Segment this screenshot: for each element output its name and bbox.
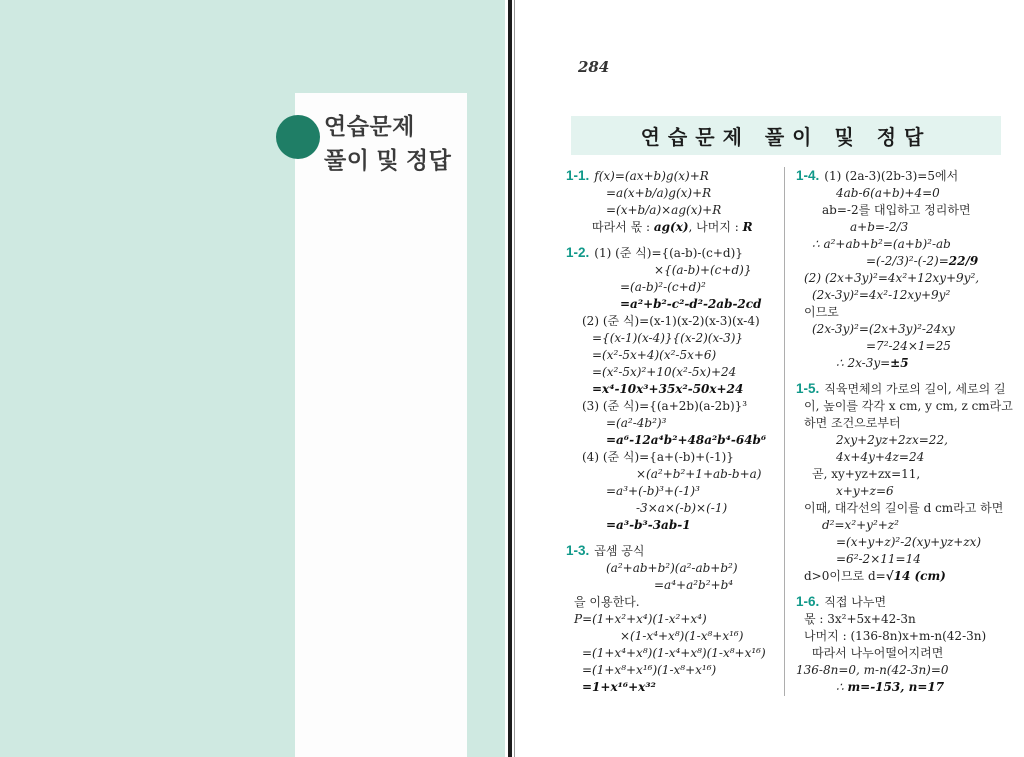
problem-head-line — [566, 167, 779, 185]
answer-text: =1+x¹⁶+x³² — [582, 680, 656, 694]
solution-line — [804, 415, 1014, 432]
answer-text: √14 (cm) — [885, 569, 946, 583]
solution-line — [804, 270, 1014, 287]
solution-text: 곱셈 공식 — [594, 544, 645, 558]
solution-text: ab=-2를 대입하고 정리하면 — [822, 203, 971, 217]
solution-line — [582, 679, 779, 696]
solution-line — [620, 628, 779, 645]
solution-text: =(1+x⁴+x⁸)(1-x⁴+x⁸)(1-x⁸+x¹⁶) — [582, 646, 766, 660]
solution-line — [804, 304, 1014, 321]
solution-line — [582, 449, 779, 466]
section-header-banner — [571, 116, 1001, 155]
solution-text: (a²+ab+b²)(a²-ab+b²) — [606, 561, 738, 575]
solutions-columns — [566, 167, 1014, 696]
solution-line — [654, 577, 779, 594]
solution-text: d>0이므로 d= — [804, 569, 886, 583]
solution-text: -3×a×(-b)×(-1) — [636, 501, 728, 515]
solution-line — [822, 517, 1014, 534]
solution-line — [812, 287, 1014, 304]
solution-line — [606, 517, 779, 534]
solution-line — [836, 534, 1014, 551]
solution-line — [620, 279, 779, 296]
solution-line — [812, 645, 1014, 662]
solution-line — [866, 338, 1014, 355]
solution-text: =7²-24×1=25 — [866, 339, 951, 353]
problem-1-1 — [566, 167, 779, 236]
answer-text: ag(x) — [653, 220, 689, 234]
solution-text: 136-8n=0, m-n(42-3n)=0 — [796, 663, 949, 677]
answer-text: m=-153, n=17 — [847, 680, 945, 694]
problem-1-6 — [796, 593, 1014, 696]
solution-line — [592, 381, 779, 398]
solution-text: (2x-3y)²=4x²-12xy+9y² — [812, 288, 951, 302]
solution-text: 이, 높이를 각각 x cm, y cm, z cm라고 — [804, 399, 1013, 413]
problem-label: 1-3. — [566, 543, 590, 558]
page-gutter-thin-line — [514, 0, 515, 757]
solution-text: 4ab-6(a+b)+4=0 — [836, 186, 940, 200]
chapter-dot-icon — [276, 115, 320, 159]
solution-text: 4x+4y+4z=24 — [836, 450, 925, 464]
solution-line — [592, 330, 779, 347]
solution-line — [822, 202, 1014, 219]
solution-text: (2) (2x+3y)²=4x²+12xy+9y², — [804, 271, 980, 285]
solution-text: d²=x²+y²+z² — [822, 518, 899, 532]
solution-line — [582, 313, 779, 330]
solution-text: 직접 나누면 — [824, 595, 887, 609]
answer-text: =a²+b²-c²-d²-2ab-2cd — [620, 297, 762, 311]
solution-text: f(x)=(ax+b)g(x)+R — [594, 169, 709, 183]
solution-line — [836, 483, 1014, 500]
solution-line — [850, 219, 1014, 236]
solution-text: =a³+(-b)³+(-1)³ — [606, 484, 700, 498]
page-number: 284 — [578, 58, 610, 76]
solution-line — [804, 398, 1014, 415]
solution-text: ∴ 2x-3y= — [836, 356, 891, 370]
answer-text: =a³-b³-3ab-1 — [606, 518, 691, 532]
solution-text: (1) (2a-3)(2b-3)=5에서 — [824, 169, 959, 183]
solution-line — [796, 662, 1014, 679]
solution-line — [582, 645, 779, 662]
solution-text: 이므로 — [804, 305, 839, 319]
solution-text: (3) (준 식)={(a+2b)(a-2b)}³ — [582, 399, 748, 413]
solution-line — [836, 679, 1014, 696]
solution-text: (2) (준 식)=(x-1)(x-2)(x-3)(x-4) — [582, 314, 760, 328]
solution-text: =(a²-4b²)³ — [606, 416, 667, 430]
solution-text: =(x+y+z)²-2(xy+yz+zx) — [836, 535, 982, 549]
solution-line — [592, 347, 779, 364]
title-panel — [295, 93, 467, 757]
solution-text: ×(a²+b²+1+ab-b+a) — [636, 467, 762, 481]
solution-text: 따라서 몫 : — [592, 220, 654, 234]
solution-text: =6²-2×11=14 — [836, 552, 921, 566]
solution-line — [804, 568, 1014, 585]
solution-column-left — [566, 167, 785, 696]
problem-label: 1-1. — [566, 168, 590, 183]
solution-line — [836, 185, 1014, 202]
solution-text: =a⁴+a²b²+b⁴ — [654, 578, 734, 592]
solution-line — [606, 483, 779, 500]
solution-line — [606, 415, 779, 432]
solution-line — [654, 262, 779, 279]
solution-line — [582, 398, 779, 415]
solution-text: ∴ a²+ab+b²=(a+b)²-ab — [812, 237, 951, 251]
problem-head-line — [566, 542, 779, 560]
solution-text: (2x-3y)²=(2x+3y)²-24xy — [812, 322, 955, 336]
solution-text: 몫 : 3x²+5x+42-3n — [804, 612, 916, 626]
solution-line — [804, 611, 1014, 628]
solution-text: =(1+x⁸+x¹⁶)(1-x⁸+x¹⁶) — [582, 663, 717, 677]
solution-text: a+b=-2/3 — [850, 220, 909, 234]
solution-line — [592, 219, 779, 236]
solution-text: ∴ — [836, 680, 848, 694]
solution-line — [592, 364, 779, 381]
solution-line — [836, 355, 1014, 372]
solution-line — [574, 611, 779, 628]
solution-line — [606, 432, 779, 449]
answer-text: 22/9 — [948, 254, 979, 268]
solution-text: =(x²-5x)²+10(x²-5x)+24 — [592, 365, 737, 379]
problem-head-line — [566, 244, 779, 262]
solution-text: =(a-b)²-(c+d)² — [620, 280, 706, 294]
answer-text: =x⁴-10x³+35x²-50x+24 — [592, 382, 744, 396]
solution-line — [620, 296, 779, 313]
solution-line — [636, 466, 779, 483]
solution-line — [812, 236, 1014, 253]
solution-text: 따라서 나누어떨어지려면 — [812, 646, 944, 660]
problem-head-line — [796, 380, 1014, 398]
solution-line — [812, 321, 1014, 338]
solution-line — [606, 185, 779, 202]
problem-label: 1-5. — [796, 381, 820, 396]
solution-text: P=(1+x²+x⁴)(1-x²+x⁴) — [574, 612, 707, 626]
solution-text: =(x²-5x+4)(x²-5x+6) — [592, 348, 717, 362]
solution-text: 나머지 : (136-8n)x+m-n(42-3n) — [804, 629, 987, 643]
solution-line — [866, 253, 1014, 270]
problem-label: 1-6. — [796, 594, 820, 609]
solution-line — [804, 628, 1014, 645]
solution-text: , 나머지 : — [688, 220, 743, 234]
problem-label: 1-4. — [796, 168, 820, 183]
section-header-title: 연습문제 풀이 및 정답 — [640, 125, 932, 149]
problem-1-3 — [566, 542, 779, 696]
problem-1-5 — [796, 380, 1014, 585]
divider-title — [324, 109, 451, 177]
solution-text: ×{(a-b)+(c+d)} — [654, 263, 752, 277]
solution-text: 곧, xy+yz+zx=11, — [812, 467, 921, 481]
page-gutter-line — [508, 0, 512, 757]
solution-text: 이때, 대각선의 길이를 d cm라고 하면 — [804, 501, 1004, 515]
solution-line — [836, 449, 1014, 466]
solution-text: (4) (준 식)={a+(-b)+(-1)} — [582, 450, 734, 464]
solution-line — [836, 432, 1014, 449]
solution-line — [606, 560, 779, 577]
solution-text: =a(x+b/a)g(x)+R — [606, 186, 712, 200]
solution-text: 직육면체의 가로의 길이, 세로의 길 — [824, 382, 1006, 396]
problem-head-line — [796, 593, 1014, 611]
solution-line — [574, 594, 779, 611]
answer-text: ±5 — [890, 356, 909, 370]
answer-text: R — [742, 220, 753, 234]
solution-text: x+y+z=6 — [836, 484, 894, 498]
problem-head-line — [796, 167, 1014, 185]
solution-column-right — [785, 167, 1014, 696]
solution-text: ={(x-1)(x-4)}{(x-2)(x-3)} — [592, 331, 744, 345]
solution-line — [582, 662, 779, 679]
left-divider-page — [0, 0, 505, 757]
solution-text: 2xy+2yz+2zx=22, — [836, 433, 948, 447]
solution-line — [606, 202, 779, 219]
solution-line — [804, 500, 1014, 517]
solution-text: 을 이용한다. — [574, 595, 640, 609]
problem-1-2 — [566, 244, 779, 534]
problem-label: 1-2. — [566, 245, 590, 260]
solution-text: =(-2/3)²-(-2)= — [866, 254, 949, 268]
solution-line — [636, 500, 779, 517]
answer-text: =a⁶-12a⁴b²+48a²b⁴-64b⁶ — [606, 433, 767, 447]
divider-title-line2: 풀이 및 정답 — [324, 147, 452, 173]
problem-1-4 — [796, 167, 1014, 372]
solution-text: ×(1-x⁴+x⁸)(1-x⁸+x¹⁶) — [620, 629, 744, 643]
solution-text: 하면 조건으로부터 — [804, 416, 901, 430]
solution-text: =(x+b/a)×ag(x)+R — [606, 203, 722, 217]
solution-line — [812, 466, 1014, 483]
divider-title-line1: 연습문제 — [324, 113, 415, 139]
solution-text: (1) (준 식)={(a-b)-(c+d)} — [594, 246, 743, 260]
solution-line — [836, 551, 1014, 568]
